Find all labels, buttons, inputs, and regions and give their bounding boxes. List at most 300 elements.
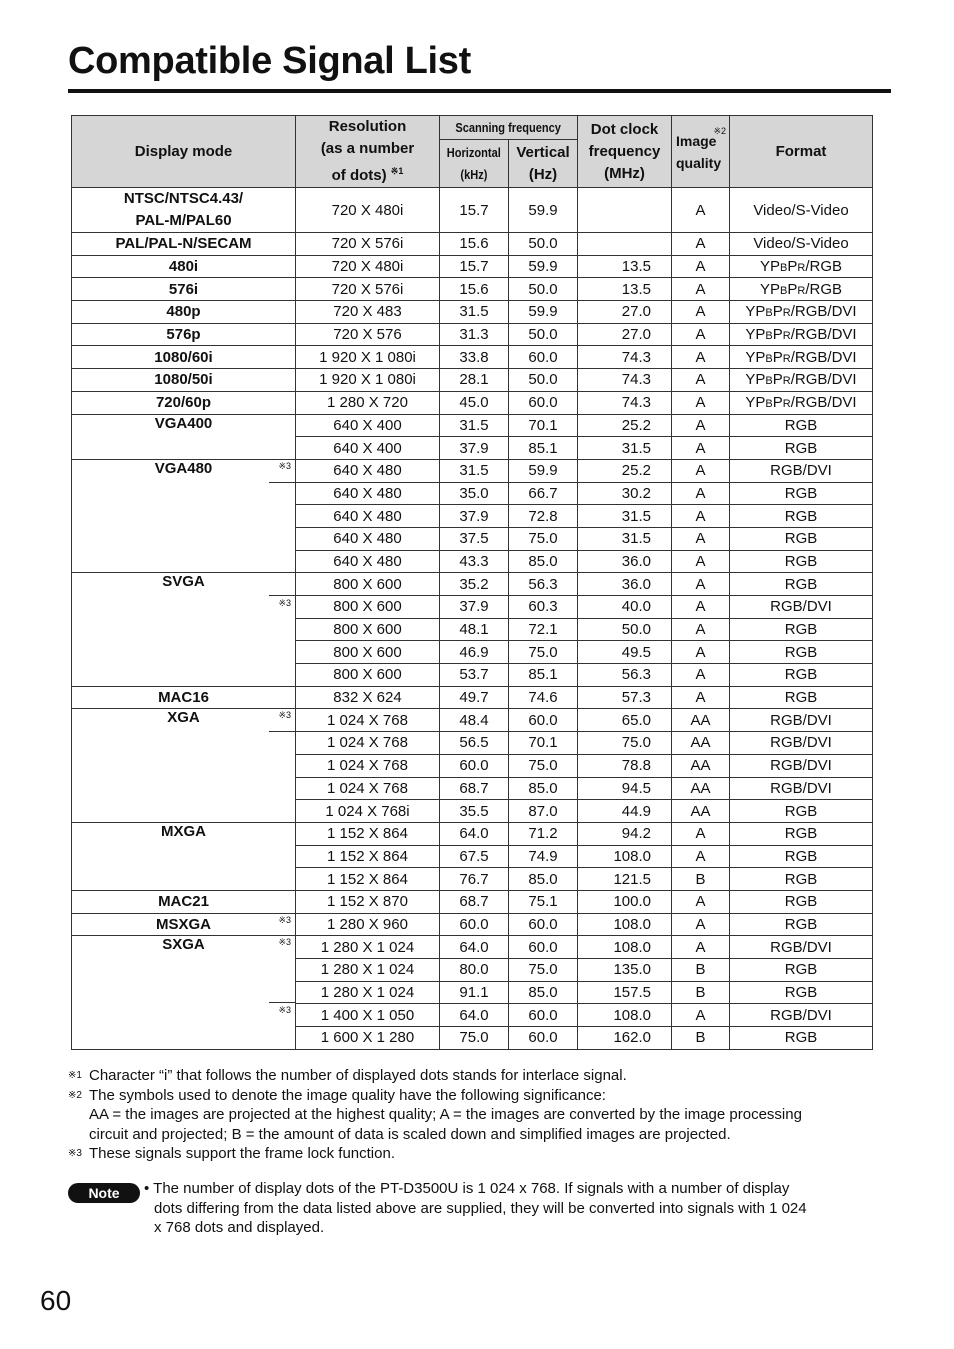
display-mode-cell: SXGA ※3 ※3 — [72, 936, 296, 1049]
horizontal-freq-cell: 15.7 — [440, 255, 509, 278]
vertical-freq-cell: 66.7 — [509, 482, 578, 505]
format-cell: Video/S-Video — [730, 188, 873, 233]
dot-clock-cell: 108.0 — [578, 936, 672, 959]
resolution-cell: 1 152 X 864 — [296, 868, 440, 891]
image-quality-cell: A — [672, 618, 730, 641]
horizontal-freq-cell: 46.9 — [440, 641, 509, 664]
image-quality-cell: B — [672, 981, 730, 1004]
vertical-freq-cell: 50.0 — [509, 278, 578, 301]
horizontal-freq-cell: 64.0 — [440, 1004, 509, 1027]
resolution-cell: 720 X 480i — [296, 188, 440, 233]
dot-clock-cell: 74.3 — [578, 346, 672, 369]
horizontal-freq-cell: 28.1 — [440, 369, 509, 392]
vertical-freq-cell: 60.3 — [509, 596, 578, 619]
vertical-freq-cell: 60.0 — [509, 391, 578, 414]
format-cell: RGB — [730, 890, 873, 913]
table-row — [72, 346, 873, 369]
table-row — [72, 913, 873, 936]
horizontal-freq-cell: 49.7 — [440, 686, 509, 709]
table-row — [72, 278, 873, 301]
dot-clock-cell: 25.2 — [578, 459, 672, 482]
header-image-l1: Image — [676, 132, 717, 149]
image-quality-cell: A — [672, 1004, 730, 1027]
header-dot-l2: frequency — [588, 142, 661, 160]
image-quality-cell: A — [672, 596, 730, 619]
note-text-l3: x 768 dots and displayed. — [154, 1219, 325, 1236]
format-cell: RGB — [730, 527, 873, 550]
dot-clock-cell: 94.5 — [578, 777, 672, 800]
dot-clock-cell: 31.5 — [578, 505, 672, 528]
image-quality-cell: A — [672, 936, 730, 959]
signal-table — [71, 115, 873, 1050]
resolution-cell: 640 X 480 — [296, 527, 440, 550]
format-cell: RGB/DVI — [730, 936, 873, 959]
header-vertical-unit: (Hz) — [528, 165, 558, 183]
format-cell: YPBPR/RGB — [730, 255, 873, 278]
resolution-cell: 1 024 X 768 — [296, 777, 440, 800]
dot-clock-cell: 74.3 — [578, 369, 672, 392]
image-quality-cell: A — [672, 255, 730, 278]
image-quality-cell: A — [672, 323, 730, 346]
format-cell: YPBPR/RGB/DVI — [730, 323, 873, 346]
footnote-1 — [68, 1066, 868, 1086]
vertical-freq-cell: 60.0 — [509, 709, 578, 732]
vertical-freq-cell: 85.0 — [509, 868, 578, 891]
format-cell: RGB/DVI — [730, 754, 873, 777]
dot-clock-cell: 50.0 — [578, 618, 672, 641]
image-quality-cell: A — [672, 573, 730, 596]
resolution-cell: 1 600 X 1 280 — [296, 1027, 440, 1050]
horizontal-freq-cell: 15.6 — [440, 278, 509, 301]
vertical-freq-cell: 85.0 — [509, 550, 578, 573]
horizontal-freq-cell: 68.7 — [440, 890, 509, 913]
display-mode-cell: VGA400 — [72, 414, 296, 459]
footnote-2-text-l3: circuit and projected; B = the amount of data is scaled down and simplified images are projected. — [89, 1125, 731, 1143]
format-cell: RGB — [730, 686, 873, 709]
frame-lock-mark: ※3 — [278, 460, 291, 471]
image-quality-cell: B — [672, 868, 730, 891]
table-row — [72, 459, 873, 482]
dot-clock-cell — [578, 188, 672, 233]
display-mode-cell: 576i — [72, 278, 296, 301]
display-mode-cell: 1080/60i — [72, 346, 296, 369]
footnote-2-text-l2: AA = the images are projected at the highest quality; A = the images are converted by the image processing — [89, 1106, 802, 1123]
horizontal-freq-cell: 31.3 — [440, 323, 509, 346]
resolution-cell: 800 X 600 — [296, 573, 440, 596]
resolution-cell: 1 152 X 864 — [296, 822, 440, 845]
dot-clock-cell: 108.0 — [578, 1004, 672, 1027]
dot-clock-cell: 13.5 — [578, 255, 672, 278]
image-quality-cell: A — [672, 278, 730, 301]
table-row — [72, 573, 873, 596]
format-cell: YPBPR/RGB/DVI — [730, 301, 873, 324]
header-dot-l3: (MHz) — [604, 164, 645, 182]
dot-clock-cell: 27.0 — [578, 301, 672, 324]
image-quality-cell: AA — [672, 732, 730, 755]
header-image-ref: ※2 — [713, 126, 726, 136]
horizontal-freq-cell: 56.5 — [440, 732, 509, 755]
table-row — [72, 301, 873, 324]
dot-clock-cell: 36.0 — [578, 550, 672, 573]
format-cell: RGB/DVI — [730, 1004, 873, 1027]
footnote-1-ref: ※1 — [68, 1070, 82, 1081]
display-mode-cell: MSXGA ※3 — [72, 913, 296, 936]
resolution-cell: 720 X 576i — [296, 233, 440, 256]
format-cell: RGB — [730, 845, 873, 868]
image-quality-cell: AA — [672, 754, 730, 777]
resolution-cell: 720 X 483 — [296, 301, 440, 324]
image-quality-cell: A — [672, 527, 730, 550]
vertical-freq-cell: 74.9 — [509, 845, 578, 868]
horizontal-freq-cell: 64.0 — [440, 822, 509, 845]
vertical-freq-cell: 60.0 — [509, 346, 578, 369]
resolution-cell: 720 X 576i — [296, 278, 440, 301]
dot-clock-cell: 135.0 — [578, 959, 672, 982]
resolution-cell: 1 280 X 720 — [296, 391, 440, 414]
format-cell: RGB/DVI — [730, 732, 873, 755]
resolution-cell: 1 280 X 960 — [296, 913, 440, 936]
format-cell: RGB — [730, 664, 873, 687]
footnote-1-text: Character “i” that follows the number of displayed dots stands for interlace signal. — [89, 1067, 627, 1084]
dot-clock-cell: 27.0 — [578, 323, 672, 346]
vertical-freq-cell: 85.1 — [509, 664, 578, 687]
table-row — [72, 822, 873, 845]
image-quality-cell: A — [672, 550, 730, 573]
image-quality-cell: A — [672, 346, 730, 369]
image-quality-cell: A — [672, 505, 730, 528]
dot-clock-cell: 94.2 — [578, 822, 672, 845]
display-mode-cell: MAC16 — [72, 686, 296, 709]
header-dot-clock — [578, 116, 672, 188]
image-quality-cell: A — [672, 437, 730, 460]
image-quality-cell: A — [672, 482, 730, 505]
header-dot-l1: Dot clock — [590, 120, 659, 138]
vertical-freq-cell: 59.9 — [509, 188, 578, 233]
table-row — [72, 391, 873, 414]
horizontal-freq-cell: 60.0 — [440, 754, 509, 777]
vertical-freq-cell: 59.9 — [509, 255, 578, 278]
horizontal-freq-cell: 48.1 — [440, 618, 509, 641]
image-quality-cell: A — [672, 686, 730, 709]
header-image-l2: quality — [676, 154, 722, 171]
vertical-freq-cell: 75.0 — [509, 527, 578, 550]
vertical-freq-cell: 72.1 — [509, 618, 578, 641]
table-header — [72, 116, 873, 188]
horizontal-freq-cell: 48.4 — [440, 709, 509, 732]
vertical-freq-cell: 87.0 — [509, 800, 578, 823]
horizontal-freq-cell: 43.3 — [440, 550, 509, 573]
title-rule — [68, 89, 891, 93]
dot-clock-cell: 40.0 — [578, 596, 672, 619]
vertical-freq-cell: 59.9 — [509, 459, 578, 482]
resolution-cell: 640 X 480 — [296, 482, 440, 505]
header-vertical — [509, 140, 578, 188]
format-cell: RGB — [730, 959, 873, 982]
dot-clock-cell: 31.5 — [578, 527, 672, 550]
display-mode-cell: PAL/PAL-N/SECAM — [72, 233, 296, 256]
horizontal-freq-cell: 91.1 — [440, 981, 509, 1004]
header-vertical-label: Vertical — [516, 143, 570, 161]
resolution-cell: 1 024 X 768 — [296, 709, 440, 732]
image-quality-cell: A — [672, 369, 730, 392]
horizontal-freq-cell: 64.0 — [440, 936, 509, 959]
footnote-3-text: These signals support the frame lock function. — [89, 1145, 395, 1162]
dot-clock-cell: 30.2 — [578, 482, 672, 505]
resolution-cell: 720 X 576 — [296, 323, 440, 346]
format-cell: RGB — [730, 822, 873, 845]
table-row — [72, 414, 873, 437]
resolution-cell: 640 X 480 — [296, 459, 440, 482]
horizontal-freq-cell: 45.0 — [440, 391, 509, 414]
horizontal-freq-cell: 31.5 — [440, 414, 509, 437]
resolution-cell: 1 280 X 1 024 — [296, 959, 440, 982]
format-cell: RGB — [730, 913, 873, 936]
format-cell: RGB — [730, 981, 873, 1004]
table-row — [72, 936, 873, 959]
vertical-freq-cell: 60.0 — [509, 913, 578, 936]
horizontal-freq-cell: 35.0 — [440, 482, 509, 505]
format-cell: RGB/DVI — [730, 459, 873, 482]
table-body — [72, 188, 873, 1050]
horizontal-freq-cell: 31.5 — [440, 459, 509, 482]
format-cell: RGB — [730, 573, 873, 596]
header-resolution-ref: ※1 — [390, 166, 404, 176]
header-image-quality — [672, 116, 730, 188]
table-row — [72, 686, 873, 709]
format-cell: RGB — [730, 641, 873, 664]
resolution-cell: 1 400 X 1 050 — [296, 1004, 440, 1027]
horizontal-freq-cell: 37.9 — [440, 437, 509, 460]
dot-clock-cell: 56.3 — [578, 664, 672, 687]
image-quality-cell: B — [672, 959, 730, 982]
vertical-freq-cell: 60.0 — [509, 1027, 578, 1050]
vertical-freq-cell: 71.2 — [509, 822, 578, 845]
display-mode-cell: XGA ※3 — [72, 709, 296, 822]
horizontal-freq-cell: 35.2 — [440, 573, 509, 596]
vertical-freq-cell: 50.0 — [509, 369, 578, 392]
resolution-cell: 800 X 600 — [296, 664, 440, 687]
table-row — [72, 709, 873, 732]
image-quality-cell: A — [672, 301, 730, 324]
header-resolution — [296, 116, 440, 188]
note-bullet: • — [144, 1180, 150, 1197]
resolution-cell: 1 920 X 1 080i — [296, 369, 440, 392]
resolution-cell: 800 X 600 — [296, 641, 440, 664]
vertical-freq-cell: 72.8 — [509, 505, 578, 528]
format-cell: RGB — [730, 414, 873, 437]
horizontal-freq-cell: 80.0 — [440, 959, 509, 982]
dot-clock-cell: 75.0 — [578, 732, 672, 755]
image-quality-cell: A — [672, 391, 730, 414]
format-cell: RGB — [730, 550, 873, 573]
dot-clock-cell: 25.2 — [578, 414, 672, 437]
format-cell: RGB — [730, 868, 873, 891]
format-cell: RGB/DVI — [730, 777, 873, 800]
footnote-2 — [68, 1086, 868, 1145]
image-quality-cell: AA — [672, 777, 730, 800]
page-title: Compatible Signal List — [68, 40, 471, 82]
note-text — [144, 1179, 864, 1238]
note-text-l2: dots differing from the data listed above are supplied, they will be converted into signals with 1 024 — [154, 1199, 807, 1217]
footnotes — [68, 1066, 868, 1164]
horizontal-freq-cell: 53.7 — [440, 664, 509, 687]
dot-clock-cell: 108.0 — [578, 845, 672, 868]
footnote-3-ref: ※3 — [68, 1148, 82, 1159]
display-mode-cell: VGA480 ※3 — [72, 459, 296, 572]
table-row — [72, 255, 873, 278]
vertical-freq-cell: 59.9 — [509, 301, 578, 324]
format-cell: RGB/DVI — [730, 709, 873, 732]
vertical-freq-cell: 74.6 — [509, 686, 578, 709]
dot-clock-cell: 78.8 — [578, 754, 672, 777]
display-mode-cell: 720/60p — [72, 391, 296, 414]
page-number: 60 — [40, 1285, 72, 1316]
dot-clock-cell: 65.0 — [578, 709, 672, 732]
display-mode-cell: MAC21 — [72, 890, 296, 913]
horizontal-freq-cell: 31.5 — [440, 301, 509, 324]
table-row — [72, 233, 873, 256]
header-format: Format — [730, 116, 873, 188]
table-row — [72, 890, 873, 913]
resolution-cell: 640 X 480 — [296, 505, 440, 528]
format-cell: RGB — [730, 1027, 873, 1050]
vertical-freq-cell: 50.0 — [509, 233, 578, 256]
horizontal-freq-cell: 60.0 — [440, 913, 509, 936]
format-cell: YPBPR/RGB/DVI — [730, 346, 873, 369]
image-quality-cell: B — [672, 1027, 730, 1050]
vertical-freq-cell: 70.1 — [509, 414, 578, 437]
vertical-freq-cell: 75.0 — [509, 641, 578, 664]
frame-lock-mark: ※3 — [278, 598, 291, 609]
dot-clock-cell: 121.5 — [578, 868, 672, 891]
note-text-l1: The number of display dots of the PT-D3500U is 1 024 x 768. If signals with a number of display — [153, 1180, 790, 1197]
header-horizontal-label: Horizontal — [446, 144, 502, 160]
vertical-freq-cell: 75.1 — [509, 890, 578, 913]
resolution-cell: 640 X 480 — [296, 550, 440, 573]
header-display-mode: Display mode — [72, 116, 296, 188]
dot-clock-cell: 108.0 — [578, 913, 672, 936]
horizontal-freq-cell: 37.9 — [440, 596, 509, 619]
dot-clock-cell: 44.9 — [578, 800, 672, 823]
format-cell: RGB — [730, 437, 873, 460]
frame-lock-mark: ※3 — [278, 1005, 291, 1016]
resolution-cell: 1 280 X 1 024 — [296, 981, 440, 1004]
frame-lock-mark: ※3 — [278, 914, 291, 925]
frame-lock-mark: ※3 — [278, 937, 291, 948]
resolution-cell: 800 X 600 — [296, 596, 440, 619]
image-quality-cell: AA — [672, 709, 730, 732]
display-mode-cell: 576p — [72, 323, 296, 346]
horizontal-freq-cell: 37.9 — [440, 505, 509, 528]
dot-clock-cell: 13.5 — [578, 278, 672, 301]
image-quality-cell: A — [672, 822, 730, 845]
resolution-cell: 640 X 400 — [296, 437, 440, 460]
display-mode-cell: MXGA — [72, 822, 296, 890]
horizontal-freq-cell: 15.6 — [440, 233, 509, 256]
horizontal-freq-cell: 15.7 — [440, 188, 509, 233]
format-cell: RGB/DVI — [730, 596, 873, 619]
header-resolution-l3: of dots) — [331, 167, 387, 184]
dot-clock-cell: 157.5 — [578, 981, 672, 1004]
vertical-freq-cell: 85.0 — [509, 777, 578, 800]
header-scanning — [440, 116, 578, 140]
image-quality-cell: A — [672, 913, 730, 936]
horizontal-freq-cell: 37.5 — [440, 527, 509, 550]
vertical-freq-cell: 60.0 — [509, 1004, 578, 1027]
resolution-cell: 1 152 X 864 — [296, 845, 440, 868]
frame-lock-mark: ※3 — [278, 710, 291, 721]
display-mode-cell: 1080/50i — [72, 369, 296, 392]
vertical-freq-cell: 75.0 — [509, 959, 578, 982]
format-cell: YPBPR/RGB — [730, 278, 873, 301]
header-resolution-l2: (as a number — [320, 140, 415, 157]
resolution-cell: 1 152 X 870 — [296, 890, 440, 913]
image-quality-cell: A — [672, 459, 730, 482]
dot-clock-cell — [578, 233, 672, 256]
resolution-cell: 640 X 400 — [296, 414, 440, 437]
resolution-cell: 800 X 600 — [296, 618, 440, 641]
table-row — [72, 188, 873, 233]
dot-clock-cell: 162.0 — [578, 1027, 672, 1050]
note-badge: Note — [68, 1183, 140, 1203]
dot-clock-cell: 36.0 — [578, 573, 672, 596]
table-row — [72, 369, 873, 392]
footnote-2-text-l1: The symbols used to denote the image quality have the following significance: — [89, 1086, 606, 1104]
image-quality-cell: A — [672, 641, 730, 664]
dot-clock-cell: 57.3 — [578, 686, 672, 709]
vertical-freq-cell: 75.0 — [509, 754, 578, 777]
image-quality-cell: A — [672, 414, 730, 437]
display-mode-cell: SVGA ※3 — [72, 573, 296, 686]
footnote-2-ref: ※2 — [68, 1089, 82, 1101]
footnote-3 — [68, 1144, 868, 1164]
display-mode-cell: 480i — [72, 255, 296, 278]
vertical-freq-cell: 85.1 — [509, 437, 578, 460]
resolution-cell: 1 024 X 768 — [296, 732, 440, 755]
horizontal-freq-cell: 75.0 — [440, 1027, 509, 1050]
header-horizontal — [440, 140, 509, 188]
header-horizontal-unit: (kHz) — [460, 166, 488, 182]
format-cell: Video/S-Video — [730, 233, 873, 256]
resolution-cell: 832 X 624 — [296, 686, 440, 709]
horizontal-freq-cell: 33.8 — [440, 346, 509, 369]
image-quality-cell: A — [672, 233, 730, 256]
resolution-cell: 1 024 X 768i — [296, 800, 440, 823]
format-cell: YPBPR/RGB/DVI — [730, 369, 873, 392]
image-quality-cell: A — [672, 188, 730, 233]
horizontal-freq-cell: 35.5 — [440, 800, 509, 823]
header-resolution-l1: Resolution — [328, 118, 407, 135]
vertical-freq-cell: 85.0 — [509, 981, 578, 1004]
display-mode-cell: 480p — [72, 301, 296, 324]
display-mode-cell: NTSC/NTSC4.43/ PAL-M/PAL60 — [72, 188, 296, 233]
horizontal-freq-cell: 76.7 — [440, 868, 509, 891]
dot-clock-cell: 100.0 — [578, 890, 672, 913]
format-cell: YPBPR/RGB/DVI — [730, 391, 873, 414]
vertical-freq-cell: 60.0 — [509, 936, 578, 959]
image-quality-cell: A — [672, 845, 730, 868]
resolution-cell: 1 280 X 1 024 — [296, 936, 440, 959]
vertical-freq-cell: 56.3 — [509, 573, 578, 596]
image-quality-cell: AA — [672, 800, 730, 823]
header-scanning-label: Scanning frequency — [455, 120, 562, 136]
dot-clock-cell: 49.5 — [578, 641, 672, 664]
horizontal-freq-cell: 67.5 — [440, 845, 509, 868]
resolution-cell: 1 920 X 1 080i — [296, 346, 440, 369]
resolution-cell: 720 X 480i — [296, 255, 440, 278]
dot-clock-cell: 31.5 — [578, 437, 672, 460]
format-cell: RGB — [730, 482, 873, 505]
